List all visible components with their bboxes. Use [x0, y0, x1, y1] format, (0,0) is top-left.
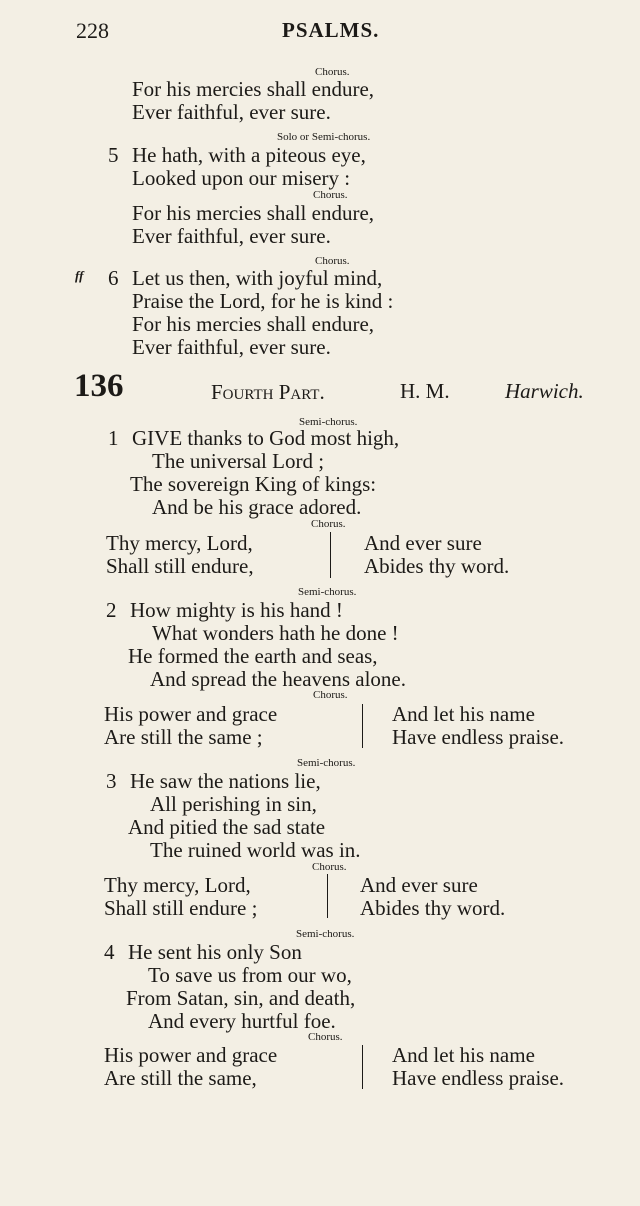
chorus-line: Ever faithful, ever sure.	[132, 224, 331, 248]
verse-number: 1	[108, 426, 119, 450]
chorus-line: Are still the same ;	[104, 725, 263, 749]
verse-line: And spread the heavens alone.	[150, 667, 406, 691]
verse-number: 3	[106, 769, 117, 793]
chorus-label: Chorus.	[311, 518, 346, 530]
chorus-line: Abides thy word.	[360, 896, 506, 920]
chorus-line: His power and grace	[104, 702, 278, 726]
verse-line: To save us from our wo,	[148, 963, 352, 987]
verse-number: 6	[108, 266, 119, 290]
chorus-line: And ever sure	[360, 873, 478, 897]
verse-line: He saw the nations lie,	[130, 769, 321, 793]
chorus-divider	[330, 532, 331, 578]
chorus-label: Chorus.	[312, 861, 347, 873]
chorus-label: Chorus.	[313, 189, 348, 201]
chorus-label: Chorus.	[315, 66, 350, 78]
dynamic-mark: ff	[75, 268, 84, 283]
chorus-line: Ever faithful, ever sure.	[132, 100, 331, 124]
verse-line: He formed the earth and seas,	[128, 644, 378, 668]
chorus-divider	[362, 1045, 363, 1089]
chorus-line: And let his name	[392, 1043, 535, 1067]
verse-line: The ruined world was in.	[150, 838, 361, 862]
chorus-line: His power and grace	[104, 1043, 278, 1067]
chorus-label: Chorus.	[313, 689, 348, 701]
verse-line: And pitied the sad state	[128, 815, 326, 839]
chorus-label: Chorus.	[308, 1031, 343, 1043]
chorus-line: Thy mercy, Lord,	[106, 531, 253, 555]
hymn-number: 136	[74, 368, 124, 404]
page-number: 228	[76, 18, 109, 43]
verse-line: GIVE thanks to God most high,	[132, 426, 400, 450]
solo-label: Solo or Semi-chorus.	[277, 131, 371, 143]
verse-line: He hath, with a piteous eye,	[132, 143, 366, 167]
verse-number: 4	[104, 940, 115, 964]
chorus-line: For his mercies shall endure,	[132, 77, 375, 101]
semi-chorus-label: Semi-chorus.	[296, 928, 355, 940]
verse-line: And every hurtful foe.	[148, 1009, 336, 1033]
verse-line: From Satan, sin, and death,	[126, 986, 356, 1010]
verse-line: The sovereign King of kings:	[130, 472, 377, 496]
chorus-line: Have endless praise.	[392, 725, 565, 749]
tune-name: Harwich.	[505, 379, 584, 403]
verse-line: The universal Lord ;	[152, 449, 325, 473]
chorus-line: Thy mercy, Lord,	[104, 873, 251, 897]
verse-line: Ever faithful, ever sure.	[132, 335, 331, 359]
verse-line: Let us then, with joyful mind,	[132, 266, 383, 290]
hymn-part: Fourth Part.	[211, 380, 325, 404]
chorus-line: And ever sure	[364, 531, 482, 555]
verse-line: For his mercies shall endure,	[132, 312, 375, 336]
chorus-line: Abides thy word.	[364, 554, 510, 578]
chorus-line: Shall still endure,	[106, 554, 254, 578]
verse-line: Praise the Lord, for he is kind :	[132, 289, 394, 313]
chorus-label: Chorus.	[315, 255, 350, 267]
semi-chorus-label: Semi-chorus.	[298, 586, 357, 598]
chorus-line: And let his name	[392, 702, 535, 726]
verse-number: 2	[106, 598, 117, 622]
verse-line: How mighty is his hand !	[130, 598, 343, 622]
verse-line: And be his grace adored.	[152, 495, 362, 519]
chorus-line: Are still the same,	[104, 1066, 257, 1090]
running-title: PSALMS.	[282, 18, 380, 42]
chorus-divider	[327, 874, 328, 918]
verse-line: What wonders hath he done !	[152, 621, 399, 645]
verse-number: 5	[108, 143, 119, 167]
verse-line: Looked upon our misery :	[132, 166, 351, 190]
verse-line: He sent his only Son	[128, 940, 302, 964]
verse-line: All perishing in sin,	[150, 792, 317, 816]
chorus-line: Have endless praise.	[392, 1066, 565, 1090]
hymn-meter: H. M.	[400, 379, 450, 403]
chorus-line: For his mercies shall endure,	[132, 201, 375, 225]
chorus-divider	[362, 704, 363, 748]
chorus-line: Shall still endure ;	[104, 896, 258, 920]
semi-chorus-label: Semi-chorus.	[299, 416, 358, 428]
semi-chorus-label: Semi-chorus.	[297, 757, 356, 769]
